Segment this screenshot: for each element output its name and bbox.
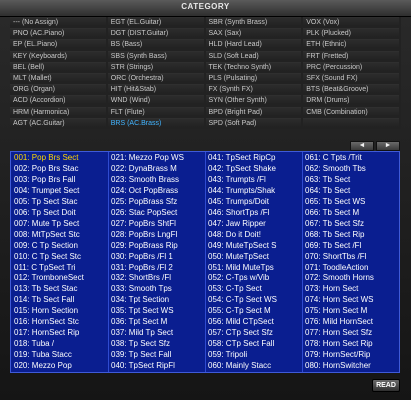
tone-item[interactable]: 035: Tpt Sect WS xyxy=(111,306,174,316)
tone-item[interactable]: 080: HornSwitcher xyxy=(305,361,371,371)
tone-item[interactable]: 008: MtTpSect Stc xyxy=(14,229,80,239)
tone-item[interactable]: 055: C-Tp Sect M xyxy=(208,306,271,316)
tone-item[interactable]: 079: HornSect/Rip xyxy=(305,350,371,360)
tone-item[interactable]: 041: TpSect RipCp xyxy=(208,153,276,162)
tone-item[interactable]: 045: Trumps/Doit xyxy=(208,196,269,206)
tone-item[interactable]: 068: Tb Sect Rip xyxy=(305,229,365,239)
tone-item[interactable]: 058: CTp Sect Fall xyxy=(208,339,275,349)
tone-item[interactable]: 022: DynaBrass M xyxy=(111,163,177,173)
tone-item[interactable]: 050: MuteTpSect xyxy=(208,251,269,261)
tone-item[interactable]: 070: ShortTbs /Fl xyxy=(305,251,367,261)
category-item[interactable]: ORC (Orchestra) xyxy=(108,73,204,82)
tone-item[interactable]: 003: Pop Brs Fall xyxy=(14,174,76,184)
tone-item[interactable]: 063: Tb Sect xyxy=(305,174,351,184)
category-item[interactable]: SYN (Other Synth) xyxy=(206,95,302,104)
tone-item[interactable]: 012: TromboneSect xyxy=(14,273,84,283)
tone-item[interactable]: 075: Horn Sect M xyxy=(305,306,368,316)
tone-item[interactable]: 001: Pop Brs Sect xyxy=(14,153,79,162)
category-item[interactable]: SFX (Sound FX) xyxy=(303,73,399,82)
category-item[interactable]: PRC (Percussion) xyxy=(303,62,399,71)
tone-item[interactable]: 067: Tb Sect Sfz xyxy=(305,218,364,228)
category-item[interactable]: ORG (Organ) xyxy=(10,84,106,93)
tone-item[interactable]: 052: C-Tps w/Vib xyxy=(208,273,270,283)
tone-item[interactable]: 051: Mild MuteTps xyxy=(208,262,274,272)
tone-item[interactable]: 016: HornSect Stc xyxy=(14,317,79,327)
tone-item[interactable]: 043: Trumpts /Fl xyxy=(208,174,266,184)
category-item[interactable]: KEY (Keyboards) xyxy=(10,51,106,60)
tone-item[interactable]: 024: Oct PopBrass xyxy=(111,185,179,195)
category-item[interactable]: AGT (AC.Guitar) xyxy=(10,118,106,127)
arrow-right-icon: ► xyxy=(384,142,392,149)
tone-item[interactable]: 031: PopBrs /Fl 2 xyxy=(111,262,173,272)
category-item[interactable]: DRM (Drums) xyxy=(303,95,399,104)
tone-item[interactable]: 033: Smooth Tps xyxy=(111,284,172,294)
tone-item[interactable]: 056: Mild CTpSect xyxy=(208,317,274,327)
tone-item[interactable]: 039: Tp Sect Fall xyxy=(111,350,172,360)
tone-item[interactable]: 019: Tuba Stacc xyxy=(14,350,72,360)
category-item[interactable]: HIT (Hit&Stab) xyxy=(108,84,204,93)
tone-item[interactable]: 010: C Tp Sect Stc xyxy=(14,251,81,261)
tone-item[interactable]: 002: Pop Brs Stac xyxy=(14,163,79,173)
tone-item[interactable]: 013: Tb Sect Stac xyxy=(14,284,78,294)
tone-item[interactable]: 037: Mild Tp Sect xyxy=(111,328,174,338)
arrow-left-icon: ◄ xyxy=(358,142,366,149)
tone-item[interactable]: 065: Tb Sect WS xyxy=(305,196,366,206)
tone-item[interactable]: 054: C-Tp Sect WS xyxy=(208,295,277,305)
tone-item[interactable]: 064: Tb Sect xyxy=(305,185,351,195)
category-item[interactable]: FLT (Flute) xyxy=(108,107,204,116)
tone-item[interactable]: 030: PopBrs /Fl 1 xyxy=(111,251,173,261)
tone-item[interactable]: 021: Mezzo Pop WS xyxy=(111,153,184,162)
tone-item[interactable]: 057: CTp Sect Sfz xyxy=(208,328,273,338)
tone-item[interactable]: 034: Tpt Section xyxy=(111,295,170,305)
category-item[interactable]: HLD (Hard Lead) xyxy=(206,39,302,48)
category-grid xyxy=(10,17,401,129)
tone-item[interactable]: 017: HornSect Rip xyxy=(14,328,80,338)
tone-item[interactable]: 049: MuteTpSect S xyxy=(208,240,277,250)
tone-item[interactable]: 062: Smooth Tbs xyxy=(305,163,366,173)
category-item[interactable]: BPD (Bright Pad) xyxy=(206,107,302,116)
prev-page-button[interactable] xyxy=(350,141,374,151)
category-item[interactable]: BEL (Bell) xyxy=(10,62,106,71)
window-title: CATEGORY xyxy=(181,2,230,11)
category-item[interactable]: TEK (Techno Synth) xyxy=(206,62,302,71)
category-item[interactable]: BRS (AC.Brass) xyxy=(108,118,204,127)
tone-item[interactable]: 076: Mild HornSect xyxy=(305,317,374,327)
category-empty-slot xyxy=(303,118,399,127)
tone-item[interactable]: 040: TpSect RipFl xyxy=(111,361,175,371)
tone-item[interactable]: 074: Horn Sect WS xyxy=(305,295,374,305)
tone-item[interactable]: 047: Jaw Ripper xyxy=(208,218,266,228)
tone-item[interactable]: 048: Do it Doit! xyxy=(208,229,261,239)
tone-item[interactable]: 069: Tb Sect /Fl xyxy=(305,240,362,250)
tone-item[interactable]: 032: ShortBrs /Fl xyxy=(111,273,172,283)
tone-item[interactable]: 029: PopBrass Rip xyxy=(111,240,178,250)
category-item[interactable]: --- (No Assign) xyxy=(10,17,106,26)
category-item[interactable]: PLK (Plucked) xyxy=(303,28,399,37)
tone-item[interactable]: 071: ToodleAction xyxy=(305,262,369,272)
tone-item[interactable]: 044: Trumpts/Shak xyxy=(208,185,276,195)
category-item[interactable]: STR (Strings) xyxy=(108,62,204,71)
tone-item[interactable]: 028: PopBrs LngFl xyxy=(111,229,178,239)
tone-item[interactable]: 078: Horn Sect Rip xyxy=(305,339,373,349)
tone-item[interactable]: 072: Smooth Horns xyxy=(305,273,374,283)
category-item[interactable]: EP (EL.Piano) xyxy=(10,39,106,48)
tone-item[interactable]: 004: Trumpet Sect xyxy=(14,185,80,195)
tone-item[interactable]: 027: PopBrs ShtFl xyxy=(111,218,176,228)
tone-item[interactable]: 018: Tuba / xyxy=(14,339,55,349)
tone-item[interactable]: 061: C Tpts /Trit xyxy=(305,153,362,162)
tone-item[interactable]: 025: PopBrass Sfz xyxy=(111,196,178,206)
category-item[interactable]: MLT (Mallet) xyxy=(10,73,106,82)
category-item[interactable]: WND (Wind) xyxy=(108,95,204,104)
tone-item[interactable]: 059: Tripoli xyxy=(208,350,248,360)
category-item[interactable]: SAX (Sax) xyxy=(206,28,302,37)
tone-item[interactable]: 011: C TpSect Tri xyxy=(14,262,76,272)
category-item[interactable]: PNO (AC.Piano) xyxy=(10,28,106,37)
category-item[interactable]: SBS (Synth Bass) xyxy=(108,51,204,60)
category-item[interactable]: SBR (Synth Brass) xyxy=(206,17,302,26)
tone-item[interactable]: 036: Tpt Sect M xyxy=(111,317,168,327)
next-page-button[interactable] xyxy=(376,141,400,151)
tone-list xyxy=(10,151,400,373)
category-item[interactable]: BS (Bass) xyxy=(108,39,204,48)
category-item[interactable]: BTS (Beat&Groove) xyxy=(303,84,399,93)
tone-item[interactable]: 066: Tb Sect M xyxy=(305,207,360,217)
tone-item[interactable]: 005: Tp Sect Stac xyxy=(14,196,78,206)
category-item[interactable]: EGT (EL.Guitar) xyxy=(108,17,204,26)
tone-item[interactable]: 023: Smooth Brass xyxy=(111,174,180,184)
tone-item[interactable]: 009: C Tp Section xyxy=(14,240,78,250)
category-item[interactable]: VOX (Vox) xyxy=(303,17,399,26)
tone-item[interactable]: 073: Horn Sect xyxy=(305,284,359,294)
tone-item[interactable]: 046: ShortTps /Fl xyxy=(208,207,270,217)
tone-item[interactable]: 038: Tp Sect Sfz xyxy=(111,339,170,349)
category-item[interactable]: FX (Synth FX) xyxy=(206,84,302,93)
tone-item[interactable]: 007: Mute Tp Sect xyxy=(14,218,80,228)
tone-item[interactable]: 053: C-Tp Sect xyxy=(208,284,262,294)
tone-item[interactable]: 015: Horn Section xyxy=(14,306,79,316)
category-item[interactable]: PLS (Pulsating) xyxy=(206,73,302,82)
category-item[interactable]: ACD (Accordion) xyxy=(10,95,106,104)
tone-item[interactable]: 006: Tp Sect Doit xyxy=(14,207,76,217)
tone-item[interactable]: 060: Mainly Stacc xyxy=(208,361,272,371)
category-item[interactable]: SPD (Soft Pad) xyxy=(206,118,302,127)
title-bar xyxy=(0,0,411,17)
tone-item[interactable]: 014: Tb Sect Fall xyxy=(14,295,75,305)
tone-item[interactable]: 042: TpSect Shake xyxy=(208,163,276,173)
tone-item[interactable]: 026: Stac PopSect xyxy=(111,207,178,217)
category-item[interactable]: SLD (Soft Lead) xyxy=(206,51,302,60)
category-item[interactable]: DGT (DIST.Guitar) xyxy=(108,28,204,37)
category-item[interactable]: FRT (Fretted) xyxy=(303,51,399,60)
read-button[interactable]: READ xyxy=(372,379,400,392)
category-item[interactable]: CMB (Combination) xyxy=(303,107,399,116)
category-item[interactable]: ETH (Ethnic) xyxy=(303,39,399,48)
tone-item[interactable]: 020: Mezzo Pop xyxy=(14,361,72,371)
category-item[interactable]: HRM (Harmonica) xyxy=(10,107,106,116)
tone-item[interactable]: 077: Horn Sect Sfz xyxy=(305,328,373,338)
